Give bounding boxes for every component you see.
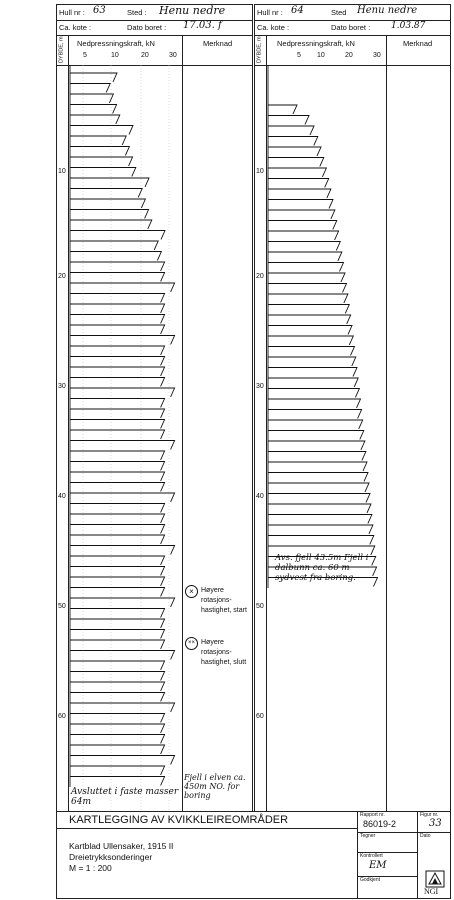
sted-value: Henu nedre xyxy=(159,4,226,17)
hull-value: 63 xyxy=(93,5,106,16)
legend-text-start: Høyere rotasjons- hastighet, start xyxy=(201,587,247,614)
kote-label: Ca. kote : xyxy=(257,23,290,32)
profile-trace xyxy=(268,105,378,586)
force-tick: 30 xyxy=(373,52,381,59)
force-tick: 30 xyxy=(169,52,177,59)
ngi-logo-text: NGI xyxy=(424,887,439,896)
log-63-header xyxy=(57,5,252,36)
force-tick: 10 xyxy=(111,52,119,59)
depth-label: 40 xyxy=(58,493,66,500)
depth-label: 30 xyxy=(58,383,66,390)
drawn-label: Tegner xyxy=(360,833,376,839)
dato-value: 17.03. f xyxy=(183,20,222,31)
legend-symbol-end: ×× xyxy=(185,637,198,650)
force-tick: 10 xyxy=(317,52,325,59)
side-note: Fjell i elven ca. 450m NO. for boring xyxy=(184,773,246,800)
log-63-column-header xyxy=(57,35,252,66)
kote-label: Ca. kote : xyxy=(59,23,92,32)
force-tick: 20 xyxy=(345,52,353,59)
map-sheet: Kartblad Ullensaker, 1915 II xyxy=(69,841,174,851)
depth-label: 60 xyxy=(256,713,264,720)
profile-trace xyxy=(70,73,175,785)
bottom-note: Avsluttet i faste masser 64m xyxy=(71,787,179,807)
depth-label: 20 xyxy=(58,273,66,280)
dato-label: Dato boret : xyxy=(331,23,371,32)
depth-label: 20 xyxy=(256,273,264,280)
scale: M = 1 : 200 xyxy=(69,863,112,873)
dato-value: 1.03.87 xyxy=(391,21,426,31)
sted-value: Henu nedre xyxy=(357,5,418,16)
document-title: KARTLEGGING AV KVIKKLEIREOMRÅDER xyxy=(69,814,289,826)
note-column-label: Merknad xyxy=(403,39,433,48)
log-64-header xyxy=(255,5,450,36)
figure-value: 33 xyxy=(429,818,442,829)
hull-label: Hull nr : xyxy=(257,8,283,17)
legend xyxy=(183,585,251,705)
log-63-sounding-profile xyxy=(69,65,182,811)
force-tick: 5 xyxy=(297,52,301,59)
depth-label: 50 xyxy=(256,603,264,610)
ngi-logo-icon xyxy=(425,870,445,888)
hull-value: 64 xyxy=(291,5,304,16)
note-column-label: Merknad xyxy=(203,39,233,48)
checked-label: Kontrollert xyxy=(360,853,383,859)
depth-label: 50 xyxy=(58,603,66,610)
log-64-sounding-profile xyxy=(267,65,386,811)
bottom-note: Avs. fjell 43.5m Fjell i dalbunn ca. 60 m sydvest fra boring. xyxy=(275,553,369,583)
dato-label: Dato boret : xyxy=(127,23,167,32)
depth-label: 10 xyxy=(58,168,66,175)
legend-symbol-start: × xyxy=(185,585,198,598)
approved-label: Godkjent xyxy=(360,877,381,883)
log-64-column-header xyxy=(255,35,450,66)
hull-label: Hull nr : xyxy=(59,8,85,17)
log-63 xyxy=(56,4,253,812)
checked-value: EM xyxy=(369,860,387,871)
report-value: 86019-2 xyxy=(363,819,397,829)
depth-column-label: DYBDE, m xyxy=(256,36,263,64)
force-tick: 5 xyxy=(83,52,87,59)
report-label: Rapport nr. xyxy=(360,812,385,818)
log-64 xyxy=(254,4,451,812)
force-tick: 20 xyxy=(141,52,149,59)
sted-label: Sted xyxy=(331,8,347,17)
depth-label: 60 xyxy=(58,713,66,720)
date-label: Dato xyxy=(420,833,431,839)
depth-column-label: DYBDE, m xyxy=(58,36,65,64)
method: Dreietrykksonderinger xyxy=(69,852,153,862)
figure-label: Figur nr. xyxy=(420,812,439,818)
depth-label: 30 xyxy=(256,383,264,390)
title-block xyxy=(56,811,451,899)
force-column-label: Nedpressningskraft, kN xyxy=(277,39,355,48)
depth-label: 40 xyxy=(256,493,264,500)
sted-label: Sted : xyxy=(127,8,147,17)
force-column-label: Nedpressningskraft, kN xyxy=(77,39,155,48)
depth-label: 10 xyxy=(256,168,264,175)
legend-text-end: Høyere rotasjons- hastighet, slutt xyxy=(201,639,247,666)
